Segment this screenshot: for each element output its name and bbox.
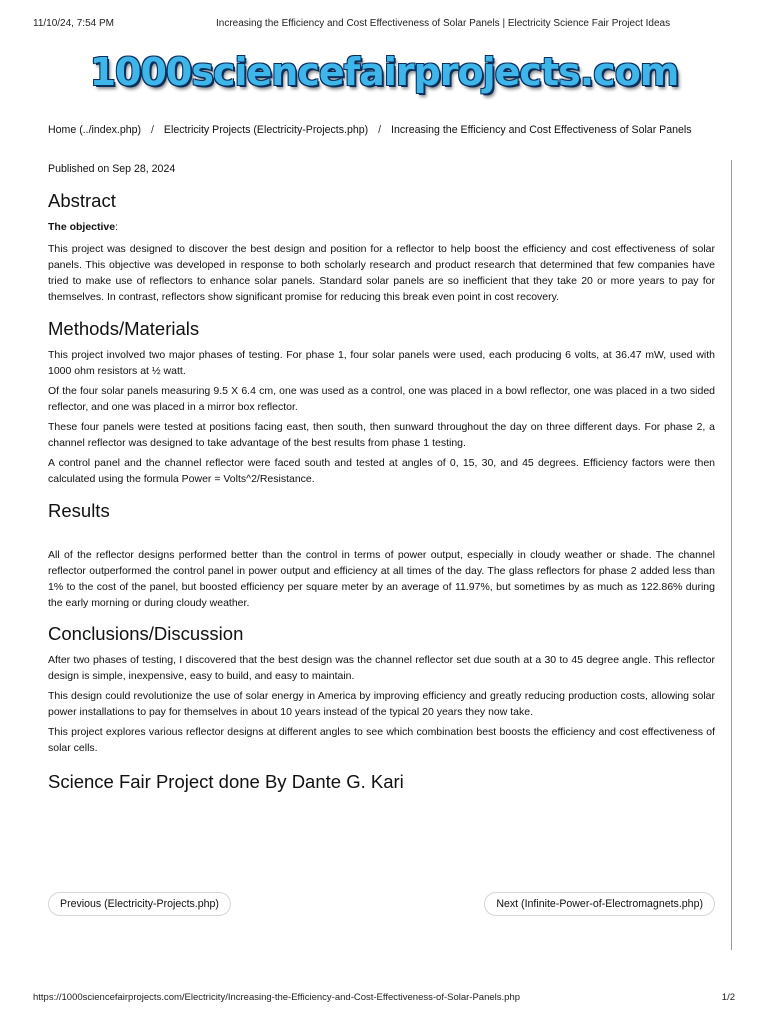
objective-line <box>48 219 715 235</box>
conclusions-heading: Conclusions/Discussion <box>48 623 244 644</box>
breadcrumb-separator: / <box>378 124 382 136</box>
print-footer-page-number: 1/2 <box>721 992 735 1003</box>
methods-paragraph: This project involved two major phases of testing. For phase 1, four solar panels were used, each producing 6 volts, at 36.47 mW, used with 1000 ohm resistors at ½ watt. <box>48 349 715 377</box>
print-footer-url: https://1000sciencefairprojects.com/Electricity/Increasing-the-Efficiency-and-Cost-Effectiveness-of-Solar-Panels.php <box>33 992 521 1003</box>
abstract-paragraph: This project was designed to discover the best design and position for a reflector to help boost the efficiency and cost effectiveness of solar panels. This objective was developed in response to both scholarly research and product research that determined that few companies have tried to make use of reflectors to enhance solar panels. Standard solar panels are so inefficient that they take 20 or more years to pay for themselves. In contrast, reflectors show significant promise for reducing this break even point in cost recovery. <box>48 243 715 303</box>
print-header-title: Increasing the Efficiency and Cost Effectiveness of Solar Panels | Electricity Science Fair Project Ideas <box>216 18 671 29</box>
methods-paragraph: A control panel and the channel reflector were faced south and tested at angles of 0, 15, 30, and 45 degrees. Efficiency factors were then calculated using the formula Power = Volts^2/Resistance. <box>48 457 715 485</box>
breadcrumb-separator: / <box>151 124 154 136</box>
methods-heading: Methods/Materials <box>48 318 200 339</box>
site-logo[interactable] <box>0 40 768 104</box>
published-date: Published on Sep 28, 2024 <box>48 163 176 175</box>
methods-paragraph: These four panels were tested at positions facing east, then south, then sunward throughout the day on three different days. For phase 2, a channel reflector was designed to take advantage of the best results from phase 1 testing. <box>48 421 715 449</box>
results-heading: Results <box>48 500 110 521</box>
breadcrumb <box>48 124 692 136</box>
next-page-button[interactable]: Next (Infinite-Power-of-Electromagnets.php) <box>484 892 715 916</box>
breadcrumb-current: Increasing the Efficiency and Cost Effectiveness of Solar Panels <box>391 124 692 136</box>
abstract-heading: Abstract <box>48 190 116 211</box>
previous-page-button[interactable]: Previous (Electricity-Projects.php) <box>48 892 231 916</box>
author-line: Science Fair Project done By Dante G. Kari <box>48 771 404 792</box>
print-header-datetime: 11/10/24, 7:54 PM <box>33 18 114 29</box>
content-divider <box>731 160 732 950</box>
breadcrumb-home-link[interactable]: Home (../index.php) <box>48 124 142 136</box>
objective-colon: : <box>115 221 119 233</box>
results-paragraph: All of the reflector designs performed better than the control in terms of power output, especially in cloudy weather or shade. The channel reflector outperformed the control panel in power output and efficiency at all times of the day. The glass reflectors for phase 2 added less than 1% to the cost of the panel, but boosted efficiency per square meter by an average of 11.97%, but sometimes by as much as 122.86% during the early morning or during cloudy weather. <box>48 549 715 609</box>
conclusions-paragraph: This project explores various reflector designs at different angles to see which combination best boosts the efficiency and cost effectiveness of solar cells. <box>48 726 715 754</box>
site-logo-text: 1000sciencefairprojects.com <box>89 50 679 94</box>
conclusions-paragraph: After two phases of testing, I discovered that the best design was the channel reflector set due south at a 30 to 45 degree angle. This reflector design is simple, inexpensive, easy to build, and easy to maintain. <box>48 654 715 682</box>
article <box>48 156 715 793</box>
methods-paragraph: Of the four solar panels measuring 9.5 X 6.4 cm, one was used as a control, one was placed in a bowl reflector, one was placed in a two sided reflector, and one was placed in a mirror box reflector. <box>48 385 715 413</box>
breadcrumb-electricity-link[interactable]: Electricity Projects (Electricity-Projects.php) <box>163 124 369 136</box>
objective-label: The objective <box>48 221 116 233</box>
conclusions-paragraph: This design could revolutionize the use of solar energy in America by improving efficiency and greatly reducing production costs, allowing solar power installations to pay for themselves in about 10 years instead of the typical 20 years they now take. <box>48 690 715 718</box>
